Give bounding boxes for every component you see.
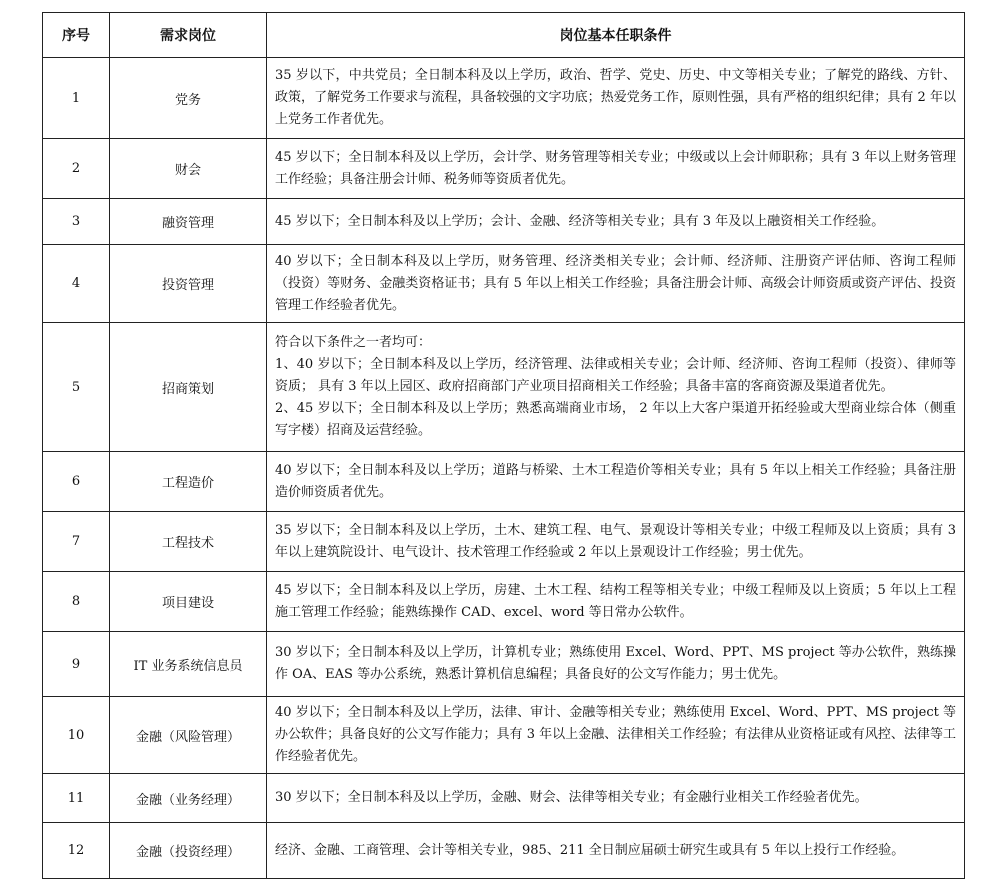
table-body (43, 58, 965, 879)
requirement-line: 40 岁以下；全日制本科及以上学历，法律、审计、金融等相关专业；熟练使用 Excel、Word、PPT、MS project 等办公软件；具备良好的公文写作能力；具有 3 年以上金融、法律相关工作经验；有法律从业资格证或有风控、法律等工作经验者优先。 (275, 705, 956, 764)
row-number: 6 (43, 452, 110, 512)
row-number: 2 (43, 139, 110, 199)
row-position: 金融（投资经理） (110, 823, 267, 879)
table-row (43, 199, 965, 245)
row-requirements (267, 823, 965, 879)
row-position: 金融（业务经理） (110, 774, 267, 823)
row-position: 项目建设 (110, 572, 267, 632)
row-requirements (267, 632, 965, 697)
requirement-line: 40 岁以下；全日制本科及以上学历；道路与桥梁、土木工程造价等相关专业；具有 5 年以上相关工作经验；具备注册造价师资质者优先。 (275, 462, 956, 500)
table-row (43, 139, 965, 199)
row-position: 招商策划 (110, 323, 267, 452)
requirement-line: 30 岁以下；全日制本科及以上学历，金融、财会、法律等相关专业；有金融行业相关工作经验者优先。 (275, 790, 868, 805)
row-number: 10 (43, 697, 110, 774)
requirement-line: 2、45 岁以下；全日制本科及以上学历；熟悉高端商业市场， 2 年以上大客户渠道开拓经验或大型商业综合体（侧重写字楼）招商及运营经验。 (275, 401, 956, 438)
row-number: 12 (43, 823, 110, 879)
row-position: 工程造价 (110, 452, 267, 512)
header-row (43, 13, 965, 58)
table-row (43, 697, 965, 774)
table-row (43, 323, 965, 452)
job-requirements-table (42, 12, 965, 879)
row-position: 融资管理 (110, 199, 267, 245)
row-requirements (267, 452, 965, 512)
requirement-line: 30 岁以下；全日制本科及以上学历，计算机专业；熟练使用 Excel、Word、PPT、MS project 等办公软件，熟练操作 OA、EAS 等办公系统，熟悉计算机信息编程；具备良好的公文写作能力；男士优先。 (275, 645, 956, 682)
row-position: 金融（风险管理） (110, 697, 267, 774)
requirement-line: 经济、金融、工商管理、会计等相关专业，985、211 全日制应届硕士研究生或具有 5 年以上投行工作经验。 (275, 842, 905, 858)
row-requirements (267, 512, 965, 572)
requirement-line: 符合以下条件之一者均可： (275, 335, 432, 350)
header-requirements: 岗位基本任职条件 (267, 13, 965, 58)
requirement-line: 45 岁以下；全日制本科及以上学历；会计、金融、经济等相关专业；具有 3 年及以上融资相关工作经验。 (275, 213, 885, 229)
row-requirements (267, 323, 965, 452)
table-row (43, 58, 965, 139)
row-number: 4 (43, 245, 110, 323)
requirement-line: 45 岁以下；全日制本科及以上学历，房建、土木工程、结构工程等相关专业；中级工程师及以上资质；5 年以上工程施工管理工作经验；能熟练操作 CAD、excel、word 等日常办公软件。 (275, 582, 956, 620)
table-header (43, 13, 965, 58)
row-number: 1 (43, 58, 110, 139)
row-number: 11 (43, 774, 110, 823)
row-number: 9 (43, 632, 110, 697)
row-requirements (267, 572, 965, 632)
row-requirements (267, 199, 965, 245)
requirement-line: 40 岁以下；全日制本科及以上学历，财务管理、经济类相关专业；会计师、经济师、注册资产评估师、咨询工程师（投资）等财务、金融类资格证书；具有 5 年以上相关工作经验；具备注册会计师、高级会计师资质或资产评估、投资管理工作经验者优先。 (275, 253, 956, 313)
table-row (43, 572, 965, 632)
row-requirements (267, 774, 965, 823)
requirement-line: 1、40 岁以下；全日制本科及以上学历，经济管理、法律或相关专业；会计师、经济师、咨询工程师（投资）、律师等资质； 具有 3 年以上园区、政府招商部门产业项目招商相关工作经验；具备丰富的客商资源及渠道者优先。 (275, 357, 956, 394)
requirement-line: 35 岁以下，中共党员；全日制本科及以上学历，政治、哲学、党史、历史、中文等相关专业；了解党的路线、方针、政策，了解党务工作要求与流程，具备较强的文字功底；热爱党务工作，原则性强，具有严格的组织纪律；具有 2 年以上党务工作者优先。 (275, 68, 956, 127)
row-requirements (267, 139, 965, 199)
table-row (43, 774, 965, 823)
requirement-line: 45 岁以下；全日制本科及以上学历，会计学、财务管理等相关专业；中级或以上会计师职称；具有 3 年以上财务管理工作经验；具备注册会计师、税务师等资质者优先。 (275, 149, 956, 187)
table-row (43, 452, 965, 512)
row-position: 工程技术 (110, 512, 267, 572)
row-number: 8 (43, 572, 110, 632)
table-row (43, 245, 965, 323)
header-no: 序号 (43, 13, 110, 58)
row-number: 5 (43, 323, 110, 452)
row-number: 3 (43, 199, 110, 245)
table-row (43, 512, 965, 572)
row-requirements (267, 697, 965, 774)
table-row (43, 823, 965, 879)
row-position: 党务 (110, 58, 267, 139)
row-number: 7 (43, 512, 110, 572)
row-requirements (267, 245, 965, 323)
table-row (43, 632, 965, 697)
requirement-line: 35 岁以下；全日制本科及以上学历，土木、建筑工程、电气、景观设计等相关专业；中级工程师及以上资质；具有 3 年以上建筑院设计、电气设计、技术管理工作经验或 2 年以上景观设计工作经验；男士优先。 (275, 522, 956, 560)
row-requirements (267, 58, 965, 139)
row-position: 投资管理 (110, 245, 267, 323)
row-position: 财会 (110, 139, 267, 199)
header-position: 需求岗位 (110, 13, 267, 58)
row-position: IT 业务系统信息员 (110, 632, 267, 697)
